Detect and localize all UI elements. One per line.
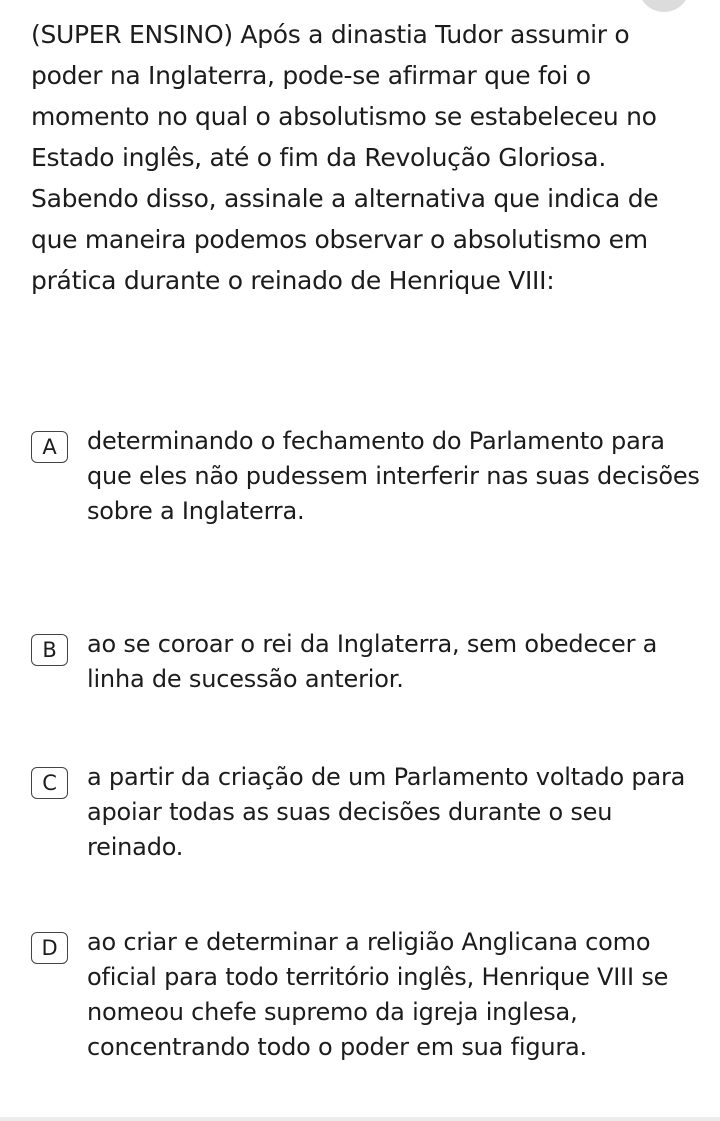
option-a-letter: A [31,431,68,463]
option-b[interactable] [31,627,703,697]
option-c-letter: C [31,767,68,799]
option-d-letter: D [31,932,68,964]
option-d[interactable] [31,925,703,1065]
option-a[interactable] [31,424,703,529]
question-text: (SUPER ENSINO) Após a dinastia Tudor assumir o poder na Inglaterra, pode-se afirmar que foi o momento no qual o absolutismo se estabeleceu no Estado inglês, até o fim da Revolução Gloriosa. Sabendo disso, assinale a alternativa que indica de que maneira podemos observar o absolutismo em prática durante o reinado de Henrique VIII: [31,20,659,295]
corner-avatar [638,0,690,12]
bottom-divider [0,1117,720,1121]
option-d-text: ao criar e determinar a religião Anglicana como oficial para todo território inglês, Henrique VIII se nomeou chefe supremo da igreja inglesa, concentrando todo o poder em sua figura. [87,928,669,1061]
option-a-text: determinando o fechamento do Parlamento para que eles não pudessem interferir nas suas decisões sobre a Inglaterra. [87,427,700,525]
option-b-letter: B [31,634,68,666]
option-c[interactable] [31,760,703,865]
option-b-text: ao se coroar o rei da Inglaterra, sem obedecer a linha de sucessão anterior. [87,630,658,693]
option-c-text: a partir da criação de um Parlamento voltado para apoiar todas as suas decisões durante o seu reinado. [87,763,686,861]
